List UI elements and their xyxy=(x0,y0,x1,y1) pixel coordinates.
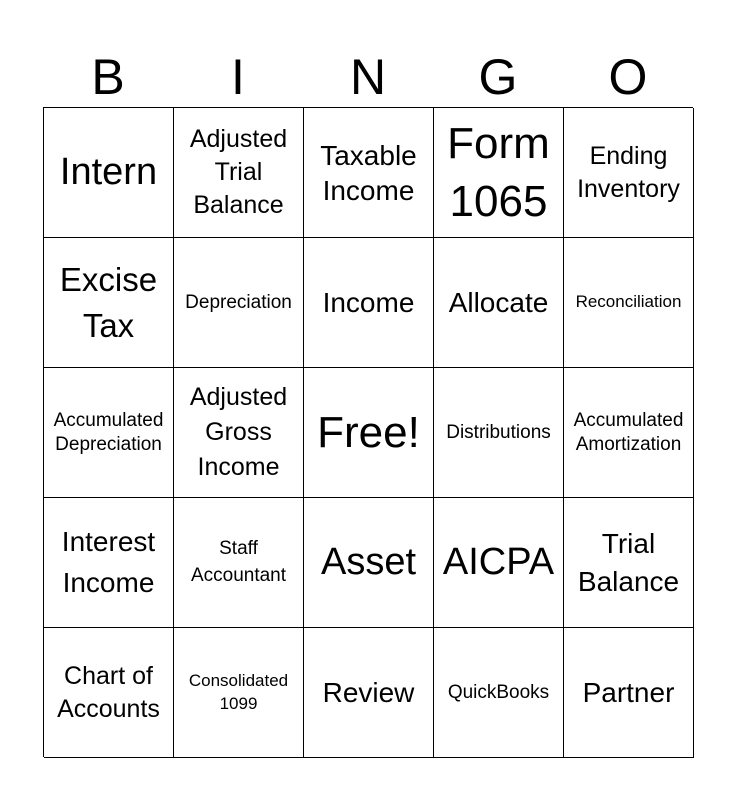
bingo-cell-r2c4[interactable] xyxy=(434,238,564,368)
cell-label: Depreciation xyxy=(185,291,292,313)
bingo-board xyxy=(43,107,693,757)
bingo-cell-r2c3[interactable] xyxy=(304,238,434,368)
bingo-header xyxy=(43,40,693,108)
cell-label: Intern xyxy=(59,150,158,193)
bingo-cell-r5c5[interactable] xyxy=(564,628,694,758)
cell-label: Interest Income xyxy=(61,525,156,598)
cell-label: QuickBooks xyxy=(447,681,550,703)
cell-label: Taxable Income xyxy=(320,139,417,206)
cell-label: Accumulated Depreciation xyxy=(53,409,164,455)
bingo-cell-r3c1[interactable] xyxy=(44,368,174,498)
header-letter-i: I xyxy=(231,49,245,105)
header-letter-g: G xyxy=(478,49,518,105)
cell-label: Staff Accountant xyxy=(190,537,287,586)
cell-label: Form 1065 xyxy=(447,119,550,226)
bingo-cell-r2c2[interactable] xyxy=(174,238,304,368)
cell-label: Trial Balance xyxy=(577,527,680,597)
bingo-cell-r3c5[interactable] xyxy=(564,368,694,498)
bingo-cell-r3c3[interactable] xyxy=(304,368,434,498)
cell-label: Partner xyxy=(582,677,675,708)
cell-label: Adjusted Trial Balance xyxy=(189,124,288,220)
header-letter-o: O xyxy=(608,49,648,105)
cell-label: Ending Inventory xyxy=(577,142,680,203)
bingo-cell-r1c4[interactable] xyxy=(434,108,564,238)
bingo-cell-r4c3[interactable] xyxy=(304,498,434,628)
header-letter-b: B xyxy=(91,49,125,105)
bingo-cell-r2c5[interactable] xyxy=(564,238,694,368)
bingo-cell-r3c4[interactable] xyxy=(434,368,564,498)
bingo-cell-r3c2[interactable] xyxy=(174,368,304,498)
cell-label: Asset xyxy=(320,540,417,583)
bingo-cell-r2c1[interactable] xyxy=(44,238,174,368)
bingo-cell-r4c4[interactable] xyxy=(434,498,564,628)
bingo-cell-r1c1[interactable] xyxy=(44,108,174,238)
cell-label: Adjusted Gross Income xyxy=(189,383,288,481)
cell-label: Income xyxy=(322,287,415,318)
bingo-cell-r5c2[interactable] xyxy=(174,628,304,758)
cell-label: Distributions xyxy=(446,421,551,443)
bingo-cell-r1c5[interactable] xyxy=(564,108,694,238)
cell-label: AICPA xyxy=(442,540,555,583)
bingo-cell-r5c1[interactable] xyxy=(44,628,174,758)
bingo-cell-r5c4[interactable] xyxy=(434,628,564,758)
cell-label: Consolidated 1099 xyxy=(188,670,289,713)
cell-label: Reconciliation xyxy=(575,292,682,312)
bingo-cell-r5c3[interactable] xyxy=(304,628,434,758)
cell-label: Free! xyxy=(317,407,420,457)
cell-label: Allocate xyxy=(448,287,549,318)
bingo-cell-r4c2[interactable] xyxy=(174,498,304,628)
cell-label: Excise Tax xyxy=(59,260,158,344)
bingo-cell-r1c2[interactable] xyxy=(174,108,304,238)
cell-label: Accumulated Amortization xyxy=(573,409,684,455)
header-letter-n: N xyxy=(349,49,387,105)
bingo-cell-r4c5[interactable] xyxy=(564,498,694,628)
cell-label: Chart of Accounts xyxy=(57,662,160,723)
bingo-cell-r1c3[interactable] xyxy=(304,108,434,238)
bingo-cell-r4c1[interactable] xyxy=(44,498,174,628)
cell-label: Review xyxy=(322,677,415,708)
